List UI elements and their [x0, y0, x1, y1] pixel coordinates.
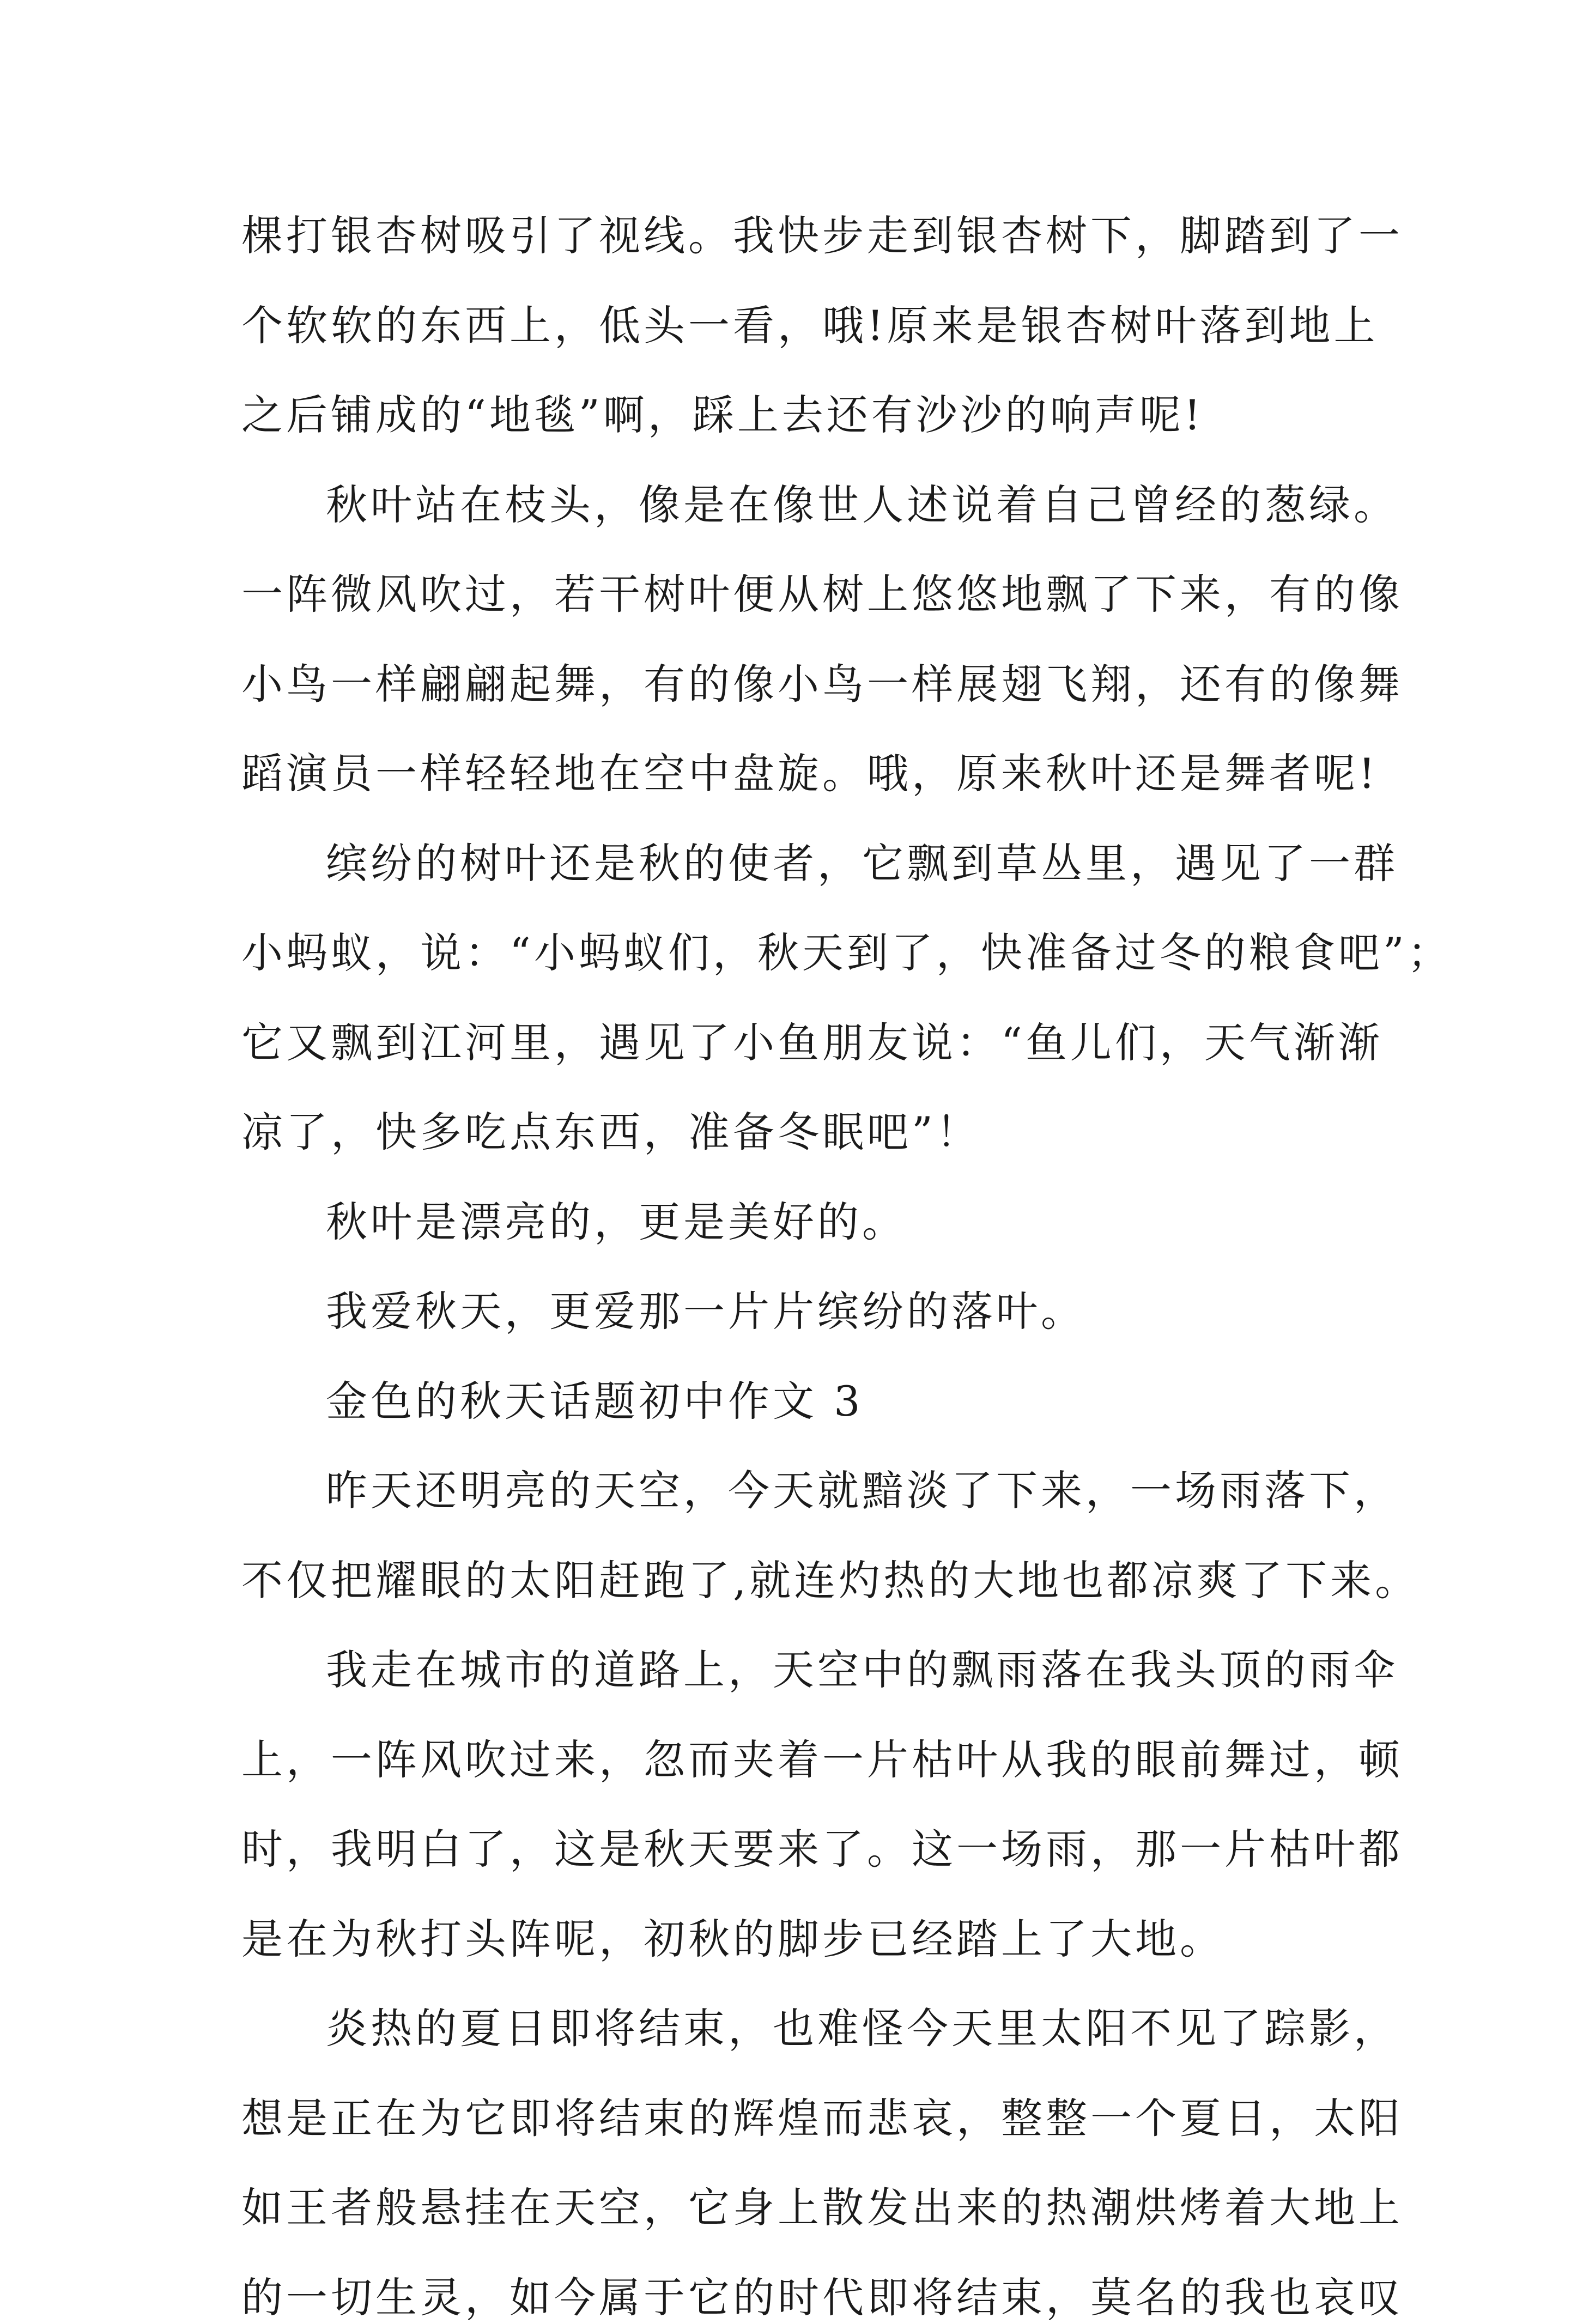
text-line: 小鸟一样翩翩起舞，有的像小鸟一样展翅飞翔，还有的像舞 [241, 660, 1403, 708]
text-line: 的一切生灵，如今属于它的时代即将结束，莫名的我也哀叹 [241, 2273, 1403, 2322]
text-line: 是在为秋打头阵呢，初秋的脚步已经踏上了大地。 [241, 1915, 1224, 1963]
text-line: 时，我明白了，这是秋天要来了。这一场雨，那一片枯叶都 [241, 1825, 1403, 1873]
text-line: 凉了，快多吃点东西，准备冬眠吧”！ [241, 1108, 981, 1156]
paragraph-start: 缤纷的树叶还是秋的使者，它飘到草丛里，遇见了一群 [326, 839, 1398, 888]
section-heading: 金色的秋天话题初中作文 3 [326, 1377, 864, 1425]
text-line: 如王者般悬挂在天空，它身上散发出来的热潮烘烤着大地上 [241, 2183, 1403, 2232]
text-line: 个软软的东西上，低头一看，哦!原来是银杏树叶落到地上 [241, 301, 1379, 350]
paragraph-start: 昨天还明亮的天空，今天就黯淡了下来，一场雨落下， [326, 1466, 1398, 1515]
text-line: 棵打银杏树吸引了视线。我快步走到银杏树下，脚踏到了一 [241, 211, 1403, 260]
text-line: 不仅把耀眼的太阳赶跑了,就连灼热的大地也都凉爽了下来。 [241, 1556, 1420, 1605]
text-line: 小蚂蚁，说：“小蚂蚁们，秋天到了，快准备过冬的粮食吧”； [241, 929, 1452, 977]
paragraph-start: 我走在城市的道路上，天空中的飘雨落在我头顶的雨伞 [326, 1646, 1398, 1694]
text-line: 它又飘到江河里，遇见了小鱼朋友说：“鱼儿们，天气渐渐 [241, 1018, 1383, 1067]
paragraph-start: 我爱秋天，更爱那一片片缤纷的落叶。 [326, 1287, 1085, 1336]
text-line: 想是正在为它即将结束的辉煌而悲哀，整整一个夏日，太阳 [241, 2094, 1403, 2143]
text-line: 上，一阵风吹过来，忽而夹着一片枯叶从我的眼前舞过，顿 [241, 1736, 1403, 1784]
paragraph-start: 秋叶是漂亮的，更是美好的。 [326, 1198, 907, 1246]
text-line: 一阵微风吹过，若干树叶便从树上悠悠地飘了下来，有的像 [241, 570, 1403, 618]
paragraph-start: 炎热的夏日即将结束，也难怪今天里太阳不见了踪影， [326, 2004, 1398, 2053]
text-line: 蹈演员一样轻轻地在空中盘旋。哦，原来秋叶还是舞者呢! [241, 749, 1379, 798]
text-line: 之后铺成的“地毯”啊，踩上去还有沙沙的响声呢! [241, 391, 1204, 439]
paragraph-start: 秋叶站在枝头，像是在像世人述说着自己曾经的葱绿。 [326, 481, 1398, 529]
